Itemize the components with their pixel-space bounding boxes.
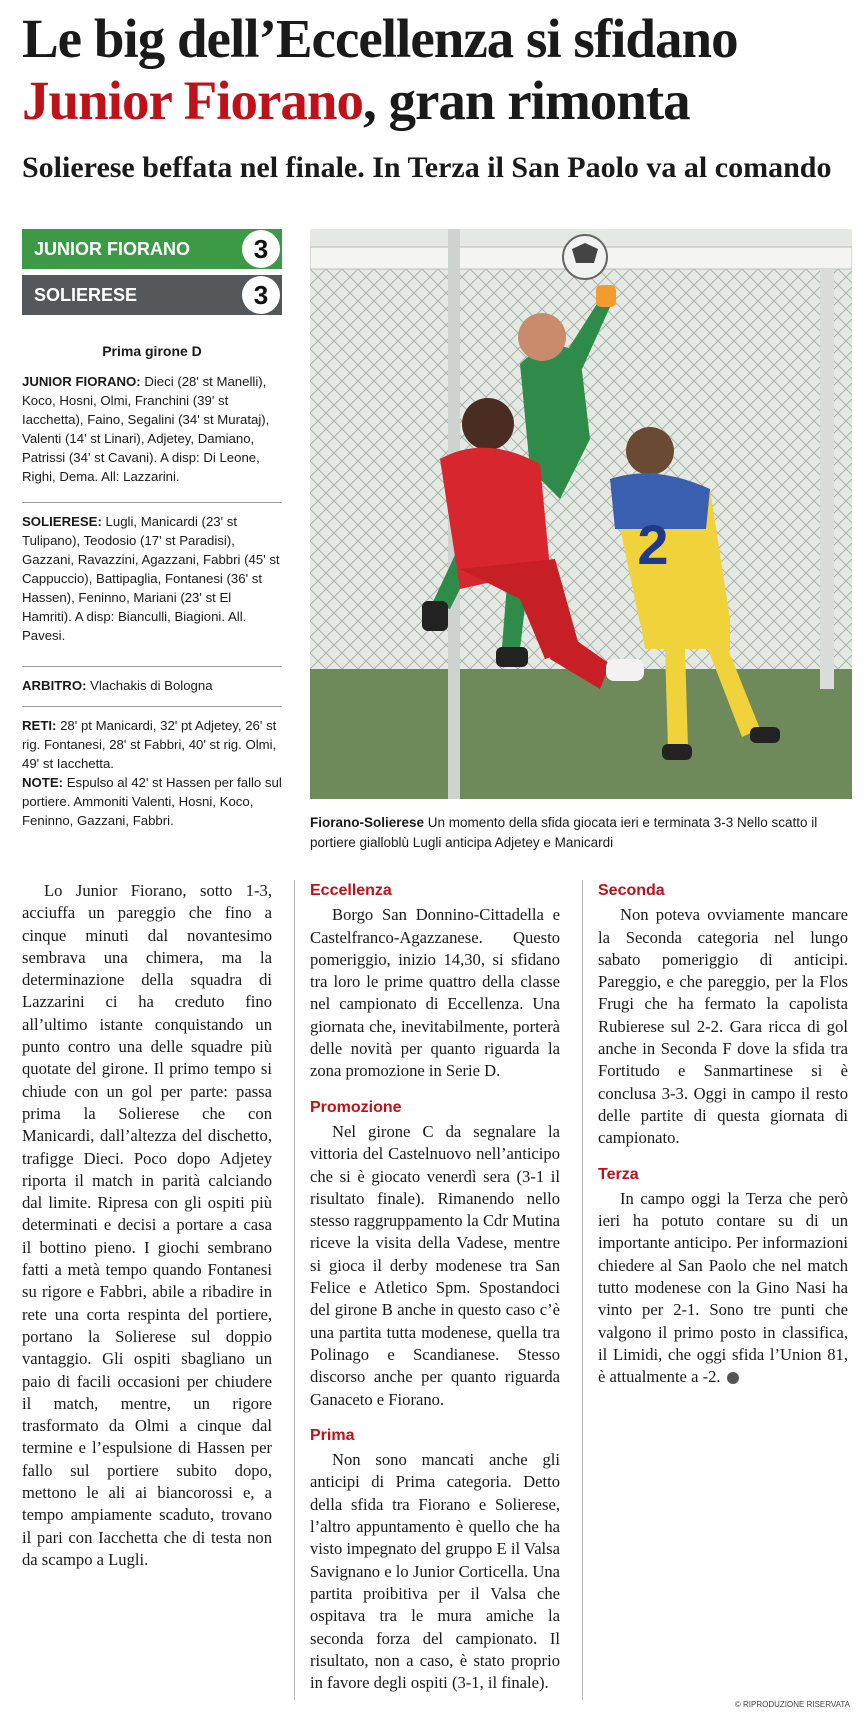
- section-text-terza: [598, 1188, 848, 1389]
- jersey-number: 2: [637, 513, 669, 576]
- headline-line1: Le big dell’Eccellenza si sfidano: [22, 8, 738, 69]
- end-of-article-icon: [727, 1372, 739, 1384]
- away-team-name: SOLIERESE: [34, 285, 138, 305]
- section-text-seconda: Non poteva ovviamente mancare la Seconda categoria nel lungo sabato pomeriggio di anticipi. Pareggio, e che pareggio, per la Flos Frugi che ha fermato la capolista Rubierese sul 2-2. Gara ricca di gol anche in Seconda F dove la sfida tra Fortitudo e Sanmartinese si è conclusa 3-3. Oggi in campo il resto delle partite di questa giornata di campionato.: [598, 905, 848, 1148]
- headline-line2-rest: , gran rimonta: [363, 70, 690, 131]
- section-text-terza-body: In campo oggi la Terza che però ieri ha potuto contare su di un importante anticipo. Per informazioni chiedere al San Paolo che nel match tutto modenese con la Gino Nasi ha vinto per 2-1. Sono tre punti che valgono il primo posto in classifica, il Limidi, che oggi sfida l’Union 81, è attualmente a -2.: [598, 1188, 848, 1387]
- scoreboard-home: [22, 229, 282, 269]
- column-divider: [582, 880, 583, 1700]
- match-photo-illustration: [310, 229, 852, 799]
- away-lineup-label: SOLIERESE:: [22, 514, 102, 529]
- section-title-promozione: Promozione: [310, 1098, 402, 1116]
- section-text-promozione: Nel girone C da segnalare la vittoria del Castelnuovo nell’anticipo che si è giocato venerdì sera (3-1 il risultato finale). Rimanendo nello stesso raggruppamento la Cdr Mutina riceve la visita della Vadese, mentre si gioca il derby modenese tra San Felice e Atletico Spm. Spostandoci del girone B anche in questo caso c’è una partita tutta modenese, quella tra Polinago e Scandianese. Stesso discorso anche per quanto riguarda Ganaceto e Fiorano.: [310, 1121, 560, 1409]
- home-lineup: [22, 372, 282, 486]
- notes-label: NOTE:: [22, 775, 64, 790]
- column-divider: [294, 880, 295, 1700]
- divider: [22, 666, 282, 667]
- away-lineup-text: Lugli, Manicardi (23' st Tulipano), Teodosio (17' st Paradisi), Gazzani, Ravazzini, Agazzani, Fabbri (45' st Cappuccio), Battipaglia, Fontanesi (36' st Hassen), Feninno, Mariani (23' st El Hamriti). A disp: Bianculli, Biagioni. All. Pavesi.: [22, 514, 280, 643]
- goals-and-notes: [22, 716, 282, 830]
- home-team-score: 3: [242, 230, 280, 268]
- section-title-seconda: Seconda: [598, 882, 665, 899]
- headline: [22, 8, 852, 132]
- section-title-eccellenza: Eccellenza: [310, 882, 392, 899]
- caption-title: Fiorano-Solierese: [310, 815, 425, 830]
- caption-text: Un momento della sfida giocata ieri e terminata 3-3 Nello scatto il portiere gialloblù Lugli anticipa Adjetey e Manicardi: [310, 815, 818, 850]
- scoreboard-away: [22, 275, 282, 315]
- section-title-prima: Prima: [310, 1426, 355, 1444]
- article-lead: Lo Junior Fiorano, sotto 1-3, acciuffa un pareggio che fino a cinque minuti dal novantesimo sembrava una chimera, ma la determinazione della squadra di Lazzarini ci ha creduto fino all’ultimo istante conquistando un punto contro una delle squadre più quotate del girone. Il primo tempo si chiude con un gol per parte: passa prima la Solierese che con Manicardi, dall’altezza del dischetto, trafigge Dieci. Poco dopo Adjetey riporta il match in parità calciando dal limite. Ripresa con gli ospiti più determinati e decisi a portare a casa il bottino pieno. I giochi sembrano fatti a metà tempo quando Fontanesi su rigore e Fabbri, abile a ribadire in rete una corta respinta del portiere, portano la Solierese sul doppio vantaggio. Gli ospiti sbagliano un paio di facili occasioni per chiudere il match, mentre, un rigore trasformato da Olmi a cinque dal termine e l’espulsione di Hassen per fallo sul portiere subito dopo, mettono le ali ai biancorossi e, a tempo ampiamente scaduto, trovano il pari con Iacchetta che di testa non da scampo a Lugli.: [22, 881, 272, 1569]
- article-column-3: [598, 880, 848, 1403]
- section-title-terza: Terza: [598, 1165, 639, 1183]
- group-title: Prima girone D: [102, 343, 202, 359]
- subheadline: Solierese beffata nel finale. In Terza il San Paolo va al comando: [22, 151, 832, 184]
- divider: [22, 706, 282, 707]
- home-lineup-label: JUNIOR FIORANO:: [22, 374, 141, 389]
- photo-caption: [310, 813, 855, 853]
- notes-text: Espulso al 42' st Hassen per fallo sul portiere. Ammoniti Valenti, Hosni, Koco, Feninno, Gazzani, Fabbri.: [22, 775, 282, 828]
- goals-text: 28' pt Manicardi, 32' pt Adjetey, 26' st rig. Fontanesi, 28' st Fabbri, 40' st rig. Olmi, 49' st Iacchetta.: [22, 718, 277, 771]
- referee: [22, 676, 282, 695]
- divider: [22, 502, 282, 503]
- referee-label: ARBITRO:: [22, 678, 87, 693]
- match-photo: [310, 229, 852, 799]
- away-lineup: [22, 512, 282, 645]
- headline-accent: Junior Fiorano: [22, 70, 364, 131]
- goals-label: RETI:: [22, 718, 57, 733]
- section-text-prima: Non sono mancati anche gli anticipi di Prima categoria. Detto della sfida tra Fiorano e Solierese, l’altro appuntamento è quello che ha visto impegnato del gruppo E il Valsa Savignano e lo Junior Corticella. Una partita proibitiva per il Valsa che ospitava tra le mura amiche la seconda forza del campionato. Il risultato, non a caso, è stato proprio in favore degli ospiti (3-1, il finale).: [310, 1450, 560, 1693]
- copyright-notice: © RIPRODUZIONE RISERVATA: [734, 1700, 850, 1709]
- away-team-score: 3: [242, 276, 280, 314]
- section-text-eccellenza: Borgo San Donnino-Cittadella e Castelfranco-Agazzanese. Questo pomeriggio, inizio 14,30, si sfidano tra loro le prime quattro della classe nel campionato di Eccellenza. Una giornata che, inevitabilmente, porterà delle novità per quanto riguarda la zona promozione in Serie D.: [310, 905, 560, 1081]
- article-column-1: [22, 880, 272, 1585]
- home-team-name: JUNIOR FIORANO: [34, 239, 191, 259]
- article-column-2: [310, 880, 560, 1708]
- referee-text: Vlachakis di Bologna: [86, 678, 213, 693]
- home-lineup-text: Dieci (28' st Manelli), Koco, Hosni, Olmi, Franchini (39' st Iacchetta), Faino, Segalini (34' st Murataj), Valenti (14' st Linari), Adjetey, Damiano, Patrissi (34' st Cavani). A disp: Di Leone, Righi, Dema. All: Lazzarini.: [22, 374, 270, 484]
